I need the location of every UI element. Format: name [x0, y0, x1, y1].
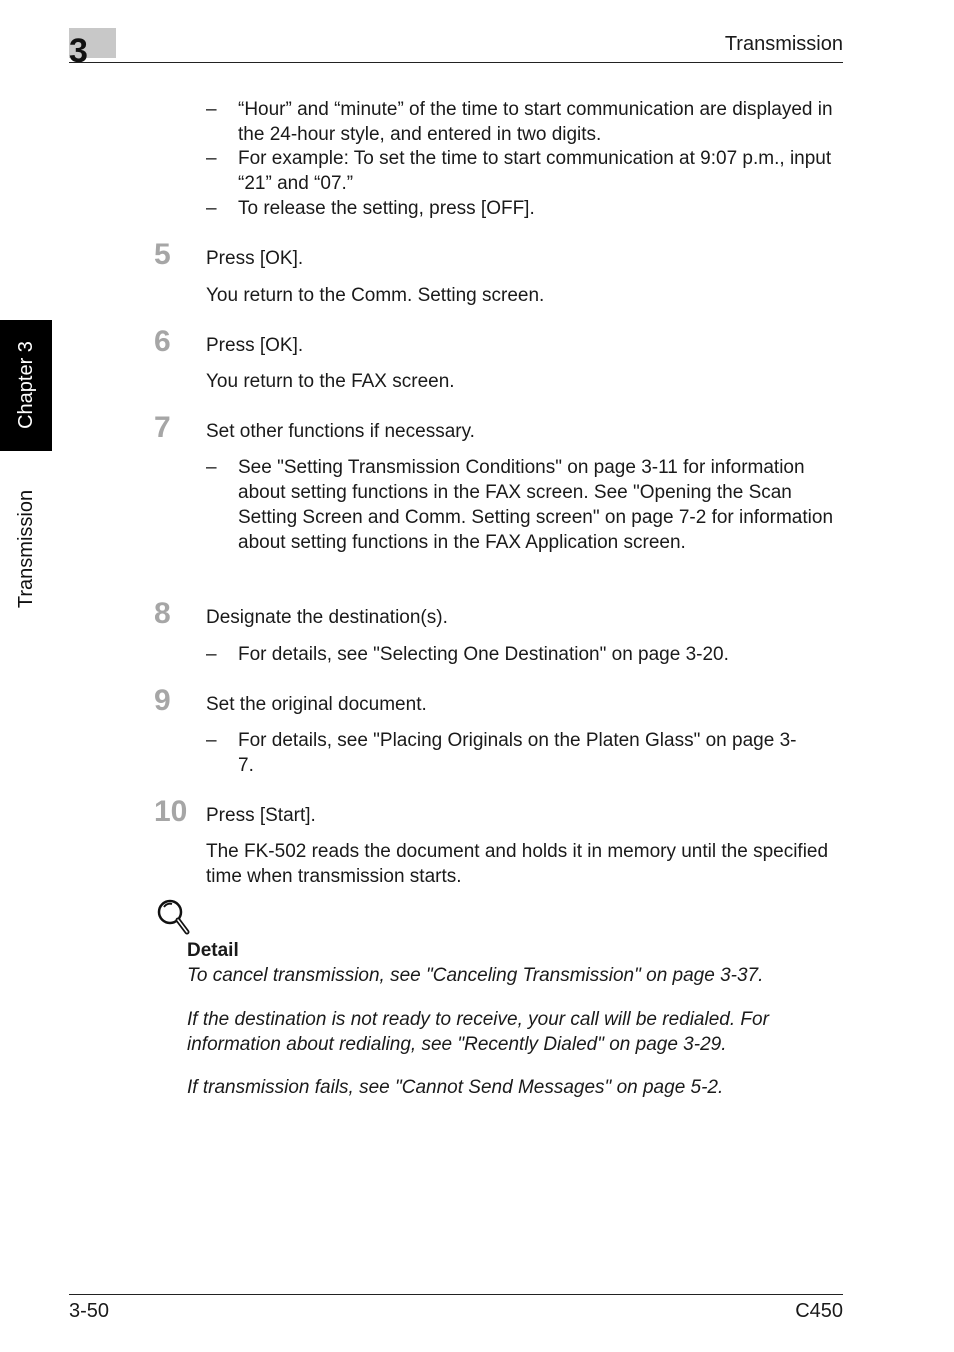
step-instruction: Set the original document. [206, 694, 427, 715]
step-instruction: Designate the destination(s). [206, 607, 448, 628]
footer-divider [69, 1294, 843, 1295]
chapter-number: 3 [69, 32, 88, 70]
header-divider [69, 62, 843, 63]
bullet-text: For example: To set the time to start communication at 9:07 p.m., input “21” and “07.” [238, 148, 832, 194]
step-instruction: Press [OK]. [206, 248, 304, 269]
bullet-dash: – [206, 99, 217, 120]
footer-model-name: C450 [795, 1300, 843, 1322]
bullet-text: See "Setting Transmission Conditions" on page 3-11 for information about setting functions in the FAX screen. See "Opening the Scan Setting Screen and Comm. Setting screen" on page 7-2 for information about setting functions in the FAX Application screen. [238, 457, 834, 553]
detail-note: If transmission fails, see "Cannot Send Messages" on page 5-2. [187, 1077, 724, 1098]
header-section-title: Transmission [724, 33, 843, 55]
bullet-text: “Hour” and “minute” of the time to start communication are displayed in the 24-hour style, and entered in two digits. [238, 99, 833, 145]
step-number: 8 [154, 597, 171, 630]
footer-page-number: 3-50 [69, 1300, 110, 1322]
step-bullet [206, 642, 846, 667]
step-number: 7 [154, 411, 171, 444]
intro-bullet [206, 97, 846, 147]
detail-note: If the destination is not ready to receive, your call will be redialed. For information about redialing, see "Recently Dialed" on page 3-29. [187, 1009, 769, 1055]
bullet-text: For details, see "Placing Originals on the Platen Glass" on page 3-7. [238, 730, 797, 776]
detail-heading: Detail [187, 940, 239, 961]
step-bullet [206, 728, 806, 778]
bullet-dash: – [206, 148, 217, 169]
step-bullet [206, 455, 846, 555]
step-result: You return to the Comm. Setting screen. [206, 285, 545, 306]
step-instruction: Press [Start]. [206, 805, 316, 826]
step-number: 6 [154, 325, 171, 358]
bullet-text: For details, see "Selecting One Destination" on page 3-20. [238, 644, 729, 665]
step-number: 10 [154, 795, 188, 828]
side-tab-section-label: Transmission [15, 489, 37, 609]
step-number: 5 [154, 238, 171, 271]
bullet-dash: – [206, 730, 217, 751]
bullet-dash: – [206, 198, 217, 219]
detail-note: To cancel transmission, see "Canceling Transmission" on page 3-37. [187, 965, 764, 986]
intro-bullet [206, 146, 846, 196]
step-instruction: Set other functions if necessary. [206, 421, 475, 442]
bullet-dash: – [206, 644, 217, 665]
step-result: You return to the FAX screen. [206, 371, 455, 392]
magnifier-icon [155, 898, 191, 938]
intro-bullet [206, 196, 846, 221]
side-tab-chapter-label: Chapter 3 [15, 341, 37, 429]
step-result: The FK-502 reads the document and holds it in memory until the specified time when transmission starts. [206, 841, 829, 887]
bullet-text: To release the setting, press [OFF]. [238, 198, 535, 219]
step-number: 9 [154, 684, 171, 717]
bullet-dash: – [206, 457, 217, 478]
step-instruction: Press [OK]. [206, 335, 304, 356]
